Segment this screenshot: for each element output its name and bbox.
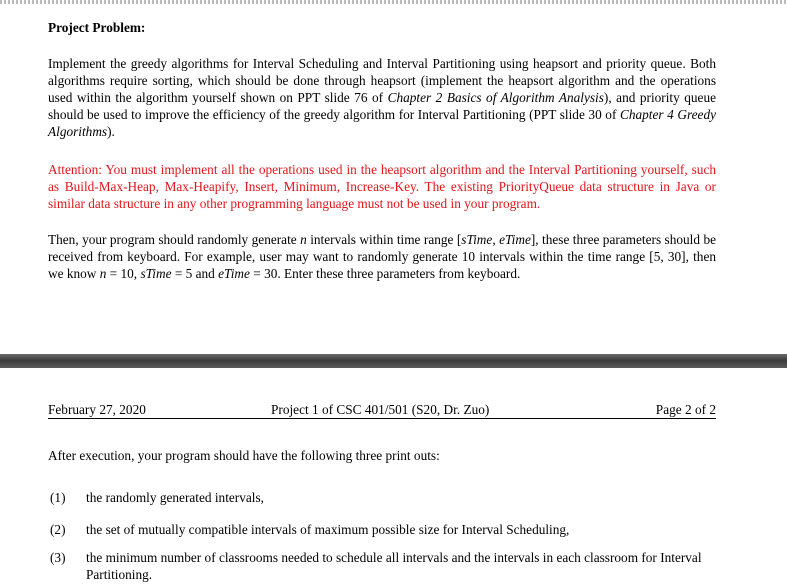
list-item-number: (1) — [50, 490, 66, 505]
list-item-number: (2) — [50, 522, 66, 537]
chapter-4-reference: Chapter 4 Greedy Algorithms — [48, 107, 716, 139]
header-date: February 27, 2020 — [48, 402, 146, 417]
header-page-number: Page 2 of 2 — [655, 402, 716, 417]
page-separator — [0, 354, 787, 368]
chapter-2-reference: Chapter 2 Basics of Algorithm Analysis — [387, 90, 604, 105]
list-item-number: (3) — [50, 550, 66, 565]
attention-label: Attention — [48, 162, 99, 177]
paragraph-parameters: Then, your program should randomly generate n intervals within time range [sTime, eTime], these three parameters should be received from keyboard. For example, user may want to randomly generate 10 intervals within the time range [5, 30], then we know n = 10, sTime = 5 and eTime = 30. Enter these three parameters from keyboard. — [48, 232, 716, 281]
paragraph-implementation: Implement the greedy algorithms for Interval Scheduling and Interval Partitioning using heapsort and priority queue. Both algorithms require sorting, which should be done through heapsort (implement the heapsort algorithm and the operations used within the algorithm yourself shown on PPT slide 76 of Chapter 2 Basics of Algorithm Analysis), and priority queue should be used to improve the efficiency of the greedy algorithm for Interval Partitioning (PPT slide 30 of Chapter 4 Greedy Algorithms). — [48, 56, 716, 139]
running-header — [48, 401, 716, 419]
list-item-text: the minimum number of classrooms needed to schedule all intervals and the intervals in each classroom for Interval Partitioning. — [86, 550, 702, 582]
paragraph-printouts: After execution, your program should have the following three print outs: — [48, 448, 440, 463]
list-item-text: the randomly generated intervals, — [86, 490, 264, 505]
attention-paragraph: Attention: You must implement all the operations used in the heapsort algorithm and the Interval Partitioning yourself, such as Build-Max-Heap, Max-Heapify, Insert, Minimum, Increase-Key. The existing PriorityQueue data structure in Java or similar data structure in any other programming language must not be used in your program. — [48, 162, 716, 211]
section-heading: Project Problem: — [48, 20, 146, 35]
header-course: Project 1 of CSC 401/501 (S20, Dr. Zuo) — [271, 402, 490, 417]
torn-page-edge — [0, 0, 787, 4]
list-item-text: the set of mutually compatible intervals of maximum possible size for Interval Scheduling, — [86, 522, 570, 537]
